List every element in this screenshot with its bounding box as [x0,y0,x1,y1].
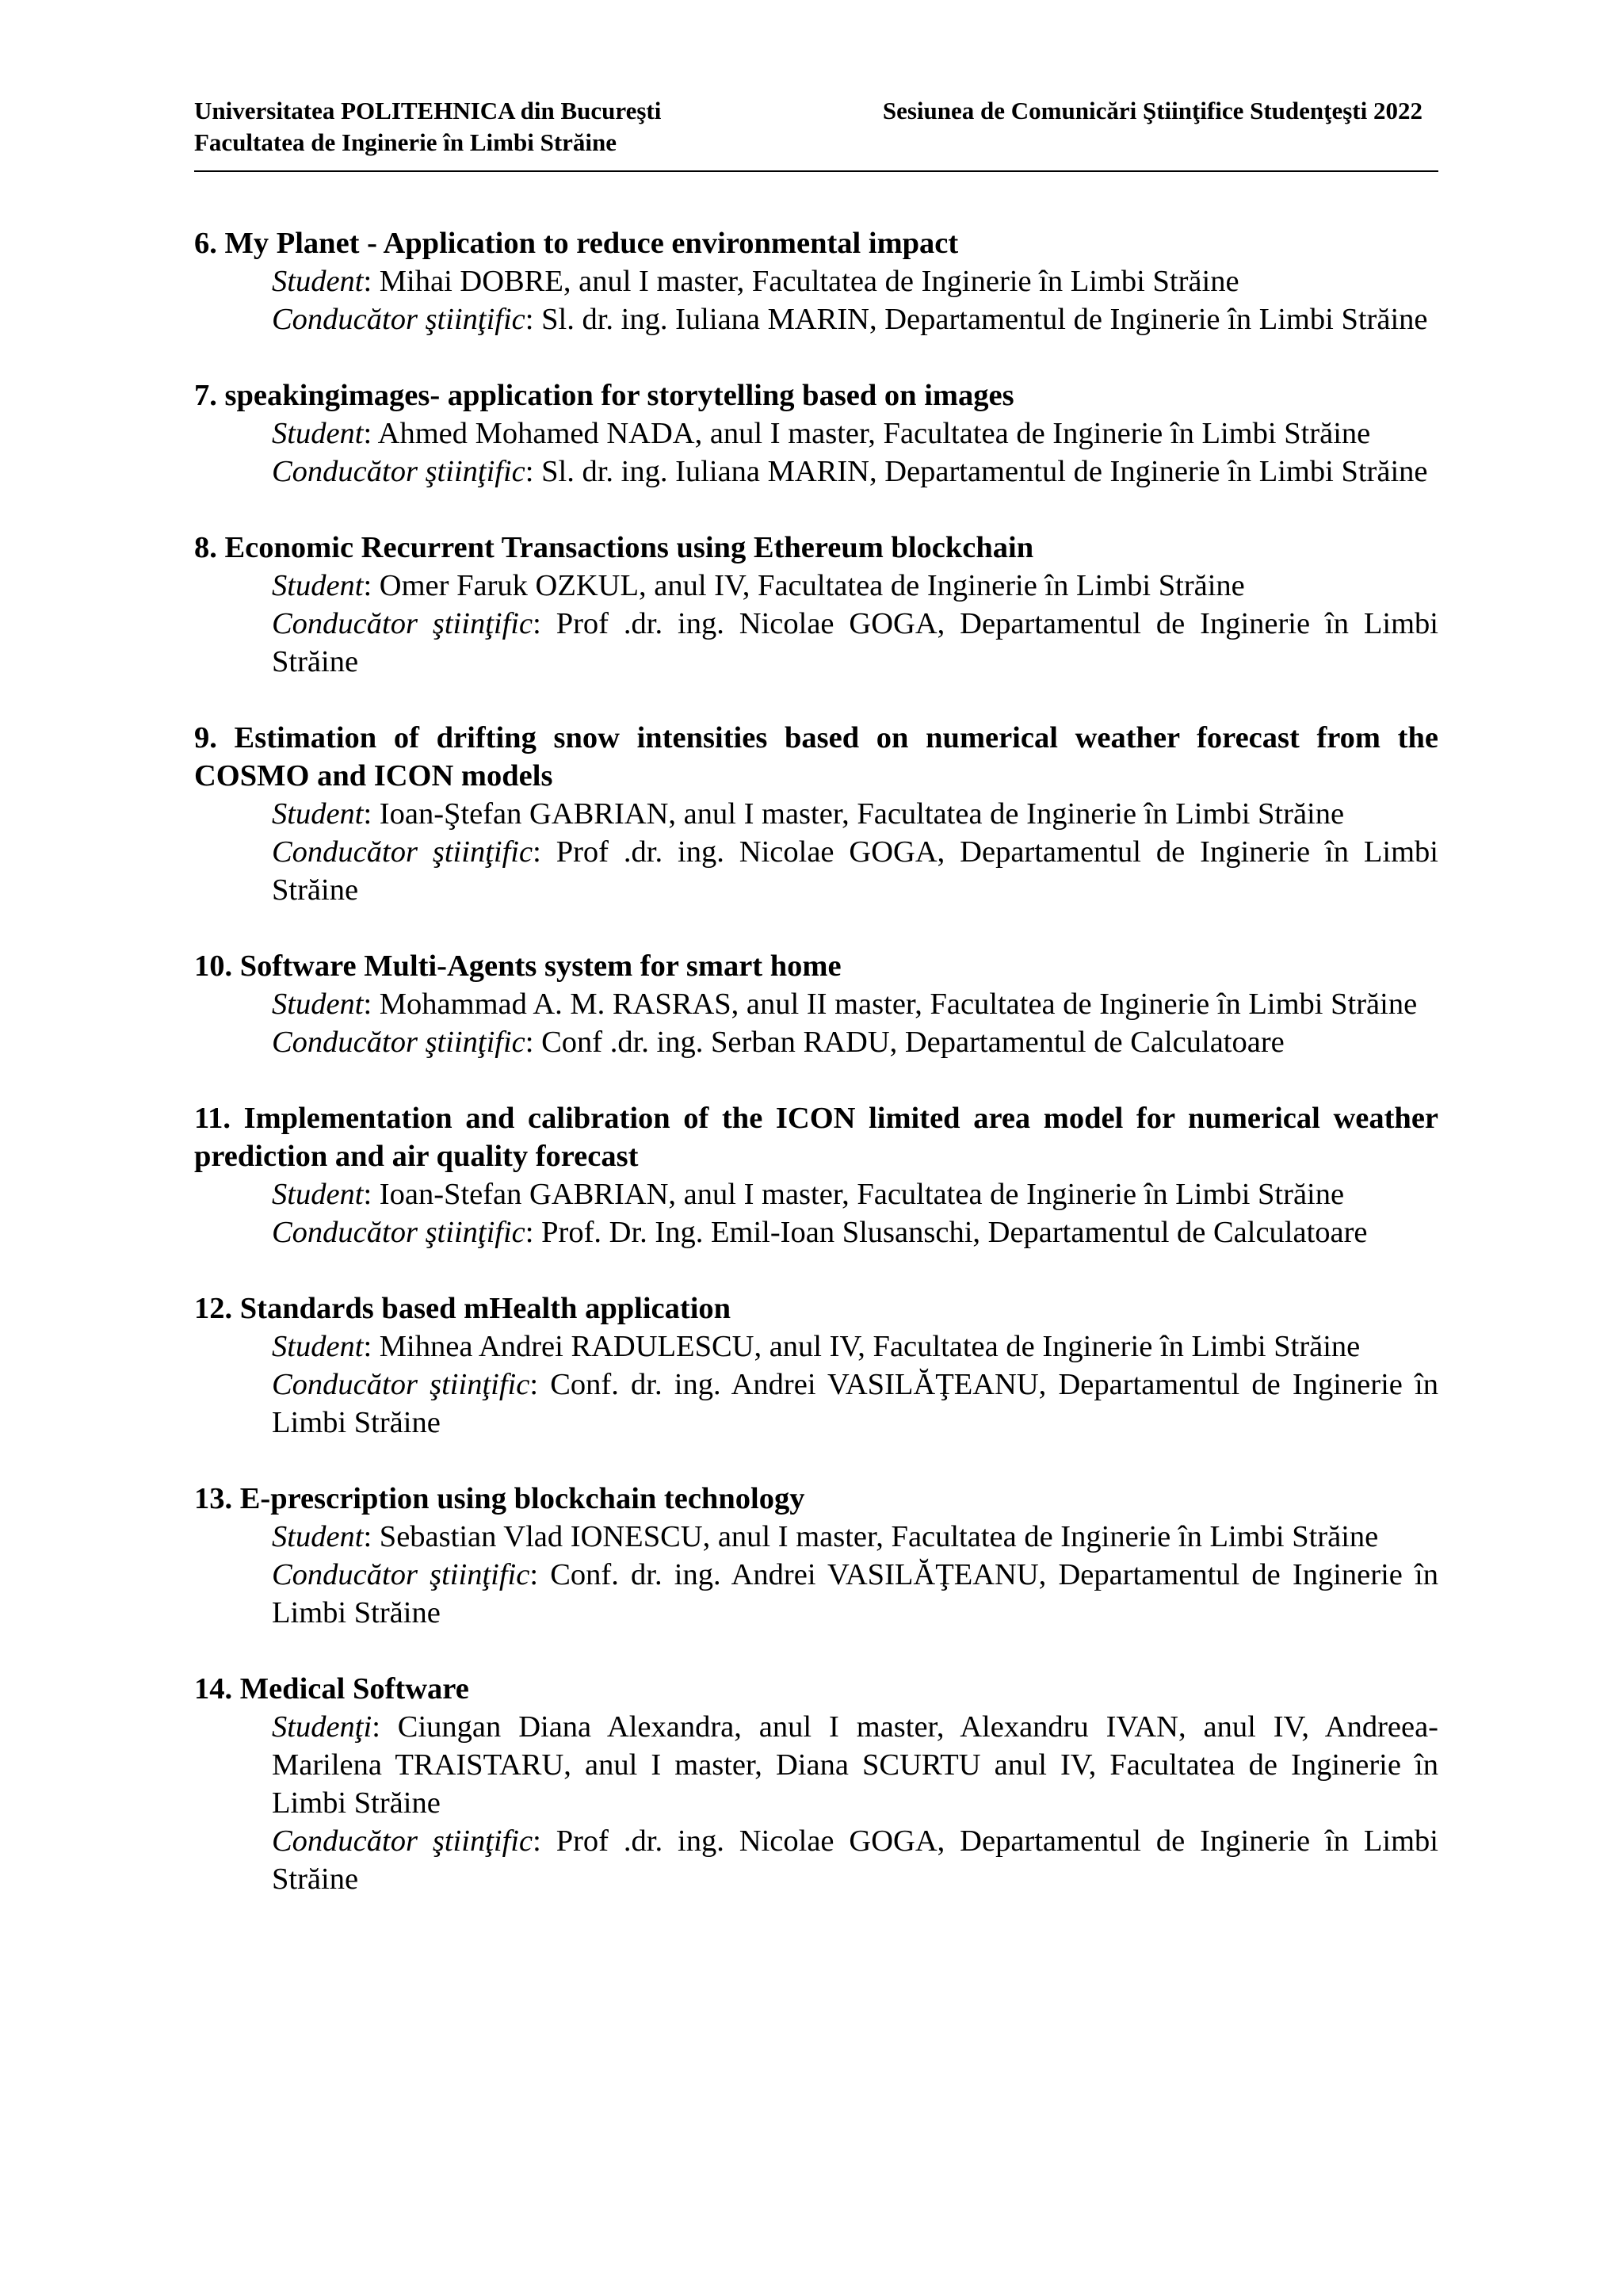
student-line [272,567,1438,605]
supervisor-line [272,605,1438,681]
entry-details [194,985,1438,1061]
role-label: Student [272,265,364,298]
header-divider [194,170,1438,172]
faculty-name: Facultatea de Inginerie în Limbi Străine [194,128,617,156]
role-value: : Omer Faruk OZKUL, anul IV, Facultatea de Inginerie în Limbi Străine [363,569,1245,602]
list-item [194,1670,1438,1898]
student-line [272,415,1438,453]
entry-title: 14. Medical Software [194,1672,469,1706]
list-item [194,947,1438,1061]
role-label: Conducător ştiinţific [272,1216,525,1249]
role-label: Conducător ştiinţific [272,303,525,336]
role-value: : Prof .dr. ing. Nicolae GOGA, Departamentul de Inginerie în Limbi Străine [272,1824,1438,1896]
entries-list [194,224,1438,1936]
role-value: : Prof. Dr. Ing. Emil-Ioan Slusanschi, Departamentul de Calculatoare [525,1216,1368,1249]
supervisor-line [272,833,1438,909]
role-label: Conducător ştiinţific [272,1824,533,1858]
role-value: : Mihai DOBRE, anul I master, Facultatea de Inginerie în Limbi Străine [363,265,1239,298]
entry-details [194,1328,1438,1442]
role-label: Student [272,417,364,450]
entry-title: 10. Software Multi-Agents system for smart home [194,949,842,983]
role-label: Conducător ştiinţific [272,1558,530,1591]
role-label: Student [272,797,364,831]
entry-title: 11. Implementation and calibration of the ICON limited area model for numerical weather prediction and air quality forecast [194,1102,1438,1173]
role-value: : Ciungan Diana Alexandra, anul I master, Alexandru IVAN, anul IV, Andreea-Marilena TRAISTARU, anul I master, Diana SCURTU anul IV, Facultatea de Inginerie în Limbi Străine [272,1710,1438,1820]
supervisor-line [272,1213,1438,1251]
student-line [272,1518,1438,1556]
supervisor-line [272,1366,1438,1442]
role-label: Conducător ştiinţific [272,835,533,869]
university-name: Universitatea POLITEHNICA din Bucureşti [194,97,662,124]
supervisor-line [272,1556,1438,1632]
entry-details [194,1175,1438,1251]
list-item [194,529,1438,681]
list-item [194,376,1438,491]
role-value: : Conf. dr. ing. Andrei VASILĂŢEANU, Departamentul de Inginerie în Limbi Străine [272,1558,1438,1629]
entry-title: 6. My Planet - Application to reduce environmental impact [194,227,959,260]
role-label: Studenţi [272,1710,372,1744]
session-title: Sesiunea de Comunicări Ştiinţifice Studenţeşti 2022 [882,97,1423,124]
student-line [272,262,1438,300]
list-item [194,1480,1438,1632]
student-line [272,1328,1438,1366]
role-label: Student [272,1330,364,1363]
entry-details [194,415,1438,491]
role-label: Student [272,1178,364,1211]
role-label: Conducător ştiinţific [272,1368,530,1401]
role-value: : Ioan-Stefan GABRIAN, anul I master, Facultatea de Inginerie în Limbi Străine [363,1178,1345,1211]
student-line [272,1708,1438,1822]
role-value: : Prof .dr. ing. Nicolae GOGA, Departamentul de Inginerie în Limbi Străine [272,835,1438,907]
role-value: : Mohammad A. M. RASRAS, anul II master, Facultatea de Inginerie în Limbi Străine [363,988,1418,1021]
entry-title: 7. speakingimages- application for storytelling based on images [194,379,1014,412]
student-line [272,1175,1438,1213]
role-label: Conducător ştiinţific [272,1026,525,1059]
list-item [194,1099,1438,1251]
student-line [272,795,1438,833]
header-left-block [194,95,661,159]
role-value: : Ioan-Ştefan GABRIAN, anul I master, Facultatea de Inginerie în Limbi Străine [363,797,1345,831]
list-item [194,1289,1438,1442]
entry-details [194,795,1438,909]
entry-details [194,262,1438,338]
role-value: : Ahmed Mohamed NADA, anul I master, Facultatea de Inginerie în Limbi Străine [363,417,1371,450]
list-item [194,719,1438,909]
role-value: : Mihnea Andrei RADULESCU, anul IV, Facultatea de Inginerie în Limbi Străine [363,1330,1361,1363]
role-value: : Sl. dr. ing. Iuliana MARIN, Departamentul de Inginerie în Limbi Străine [525,455,1428,488]
role-label: Conducător ştiinţific [272,607,533,640]
supervisor-line [272,1023,1438,1061]
role-label: Conducător ştiinţific [272,455,525,488]
supervisor-line [272,1822,1438,1898]
role-label: Student [272,569,364,602]
role-value: : Sl. dr. ing. Iuliana MARIN, Departamentul de Inginerie în Limbi Străine [525,303,1428,336]
entry-title: 12. Standards based mHealth application [194,1292,731,1325]
role-label: Student [272,1520,364,1553]
role-value: : Conf .dr. ing. Serban RADU, Departamentul de Calculatoare [525,1026,1285,1059]
role-value: : Prof .dr. ing. Nicolae GOGA, Departamentul de Inginerie în Limbi Străine [272,607,1438,678]
role-value: : Sebastian Vlad IONESCU, anul I master, Facultatea de Inginerie în Limbi Străine [363,1520,1379,1553]
supervisor-line [272,300,1438,338]
list-item [194,224,1438,338]
role-label: Student [272,988,364,1021]
entry-title: 8. Economic Recurrent Transactions using Ethereum blockchain [194,531,1034,564]
entry-details [194,1708,1438,1898]
student-line [272,985,1438,1023]
entry-details [194,1518,1438,1632]
entry-title: 9. Estimation of drifting snow intensities based on numerical weather forecast from the COSMO and ICON models [194,721,1438,793]
entry-details [194,567,1438,681]
supervisor-line [272,453,1438,491]
entry-title: 13. E-prescription using blockchain technology [194,1482,805,1515]
role-value: : Conf. dr. ing. Andrei VASILĂŢEANU, Departamentul de Inginerie în Limbi Străine [272,1368,1438,1439]
